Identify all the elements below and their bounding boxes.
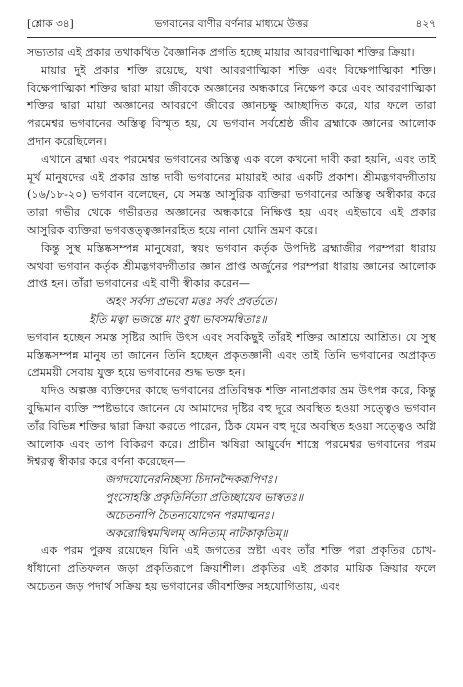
paragraph: ভগবান হচ্ছেন সমস্ত সৃষ্টির আদি উৎস এবং সবকিছুই তাঁরই শক্তির আশ্রয়ে আশ্রিত। যে সুস্থ মস্তিষ্কসম্পন্ন মানুষ তা জানেন তিনি হচ্ছেন প্রকৃতজ্ঞানী এবং তাই তিনি ভগবানের অপ্রাকৃত প্রেমময়ী সেবায় যুক্ত হয়ে ভগবানের শুদ্ধ ভক্ত হন। <box>27 330 436 380</box>
page-number: ৪২৭ <box>415 18 436 30</box>
verse-line: ইতি মত্বা ভজন্তে মাং বুধা ভাবসমন্বিতাঃ॥ <box>89 312 267 326</box>
verse-line: পুংসোহস্তি প্রকৃতির্নিত্যা প্রতিচ্ছায়েব ভাস্বতঃ॥ <box>105 490 304 504</box>
paragraph: সভ্যতার এই প্রকার তথাকথিত বৈজ্ঞানিক প্রগতি হচ্ছে মায়ার আবরণাত্মিকা শক্তির ক্রিয়া। <box>27 46 415 59</box>
paragraph: মায়ার দুই প্রকার শক্তি রয়েছে, যথা আবরণাত্মিকা শক্তি এবং বিক্ষেপাত্মিকা শক্তি। বিক্ষেপাত্মিকা শক্তির দ্বারা মায়া জীবকে অজ্ঞানের অন্ধকারে নিক্ষেপ করে এবং আবরণাত্মিকা শক্তির দ্বারা মায়া অজ্ঞানের আবরণে জীবের জ্ঞানচক্ষু আচ্ছাদিত করে, যার ফলে তারা পরমেশ্বর ভগবানের অস্তিত্ব বিস্মৃত হয়, যে ভগবান সর্বশ্রেষ্ঠ জীব ব্রহ্মাকে জ্ঞানের আলোক প্রদান করেছিলেন। <box>27 63 436 148</box>
paragraph: এক পরম পুরুষ রয়েছেন যিনি এই জগতের স্রষ্টা এবং তাঁর শক্তি পরা প্রকৃতির চোখ-ধাঁধানো প্রতিফলন জড়া প্রকৃতিরূপে ক্রিয়াশীল। প্রকৃতির এই প্রকার মায়িক ক্রিয়ার ফলে অচেতন জড় পদার্থ সক্রিয় হয় ভগবানের জীবশক্তির সহযোগিতায়, এবং <box>27 544 436 593</box>
verse-reference: [শ্লোক ৩৪] <box>27 18 74 30</box>
verse-line: অহং সর্বস্য প্রভবো মত্তঃ সর্বং প্রবর্ততে। <box>105 295 277 309</box>
header-divider <box>27 37 436 38</box>
paragraph: কিন্তু সুস্থ মস্তিষ্কসম্পন্ন মানুষেরা, স্বয়ং ভগবান কর্তৃক উপদিষ্ট ব্রহ্মাজীর পরম্পরা ধারায় অথবা ভগবান কর্তৃক শ্রীমদ্ভগবদ্গীতার জ্ঞান প্রাপ্ত অর্জুনের পরম্পরা ধারায় জ্ঞানের আলোক প্রাপ্ত হন। তাঁরা ভগবানের এই বাণী স্বীকার করেন— <box>27 241 436 291</box>
verse-block <box>27 471 436 542</box>
running-header <box>27 13 436 35</box>
paragraph: যদিও অল্পজ্ঞ ব্যক্তিদের কাছে ভগবানের প্রতিবিম্বক শক্তি নানাপ্রকার ভ্রম উৎপন্ন করে, কিন্তু বুদ্ধিমান ব্যক্তি স্পষ্টভাবে জানেন যে আমাদের দৃষ্টির বহু দূরে অবস্থিত হওয়া সত্ত্বেও ভগবান তাঁর বিভিন্ন শক্তির দ্বারা ক্রিয়া করতে পারেন, ঠিক যেমন বহু দূরে অবস্থিত হওয়া সত্ত্বেও অগ্নি আলোক এবং তাপ বিকিরণ করে। প্রাচীন ঋষিরা আয়ুর্বেদ শাস্ত্রে পরমেশ্বর ভগবানের পরম ঈশ্বরত্ব স্বীকার করে বর্ণনা করেছেন— <box>27 384 436 469</box>
page-body <box>27 44 436 596</box>
chapter-title: ভগবানের বাণীর বর্ণনার মাধ্যমে উত্তর <box>154 18 309 30</box>
verse-line: জগদযোনেরনিচ্ছস্য চিদানন্দৈকরূপিণঃ। <box>105 473 277 487</box>
paragraph: এখানে ব্রহ্মা এবং পরমেশ্বর ভগবানের অস্তিত্ব এক বলে কখনো দাবী করা হয়নি, এবং তাই মূর্খ মানুষদের এই প্রকার ভ্রান্ত দাবী ভগবানের মায়ারই আর একটি প্রকাশ। শ্রীমদ্ভগবদ্গীতায় (১৬/১৮-২০) ভগবান বলেছেন, যে সমস্ত আসুরিক ব্যক্তিরা ভগবানের অস্তিত্ব অস্বীকার করে তারা গভীর থেকে গভীরতর অজ্ঞানের অন্ধকারে নিক্ষিপ্ত হয় এবং এইভাবে এই প্রকার আসুরিক ব্যক্তিরা ভগবত্তত্ত্বজ্ঞানরহিত হয়ে নানা যোনি ভ্রমণ করে। <box>27 152 436 237</box>
verse-line: অকরোদ্বিশ্বমখিলম্ অনিত্যম্ নাটকাকৃতিম্॥ <box>105 526 288 540</box>
verse-line: অচেতনাপি চৈতন্যযোগেন পরমাত্মনঃ। <box>105 508 274 522</box>
